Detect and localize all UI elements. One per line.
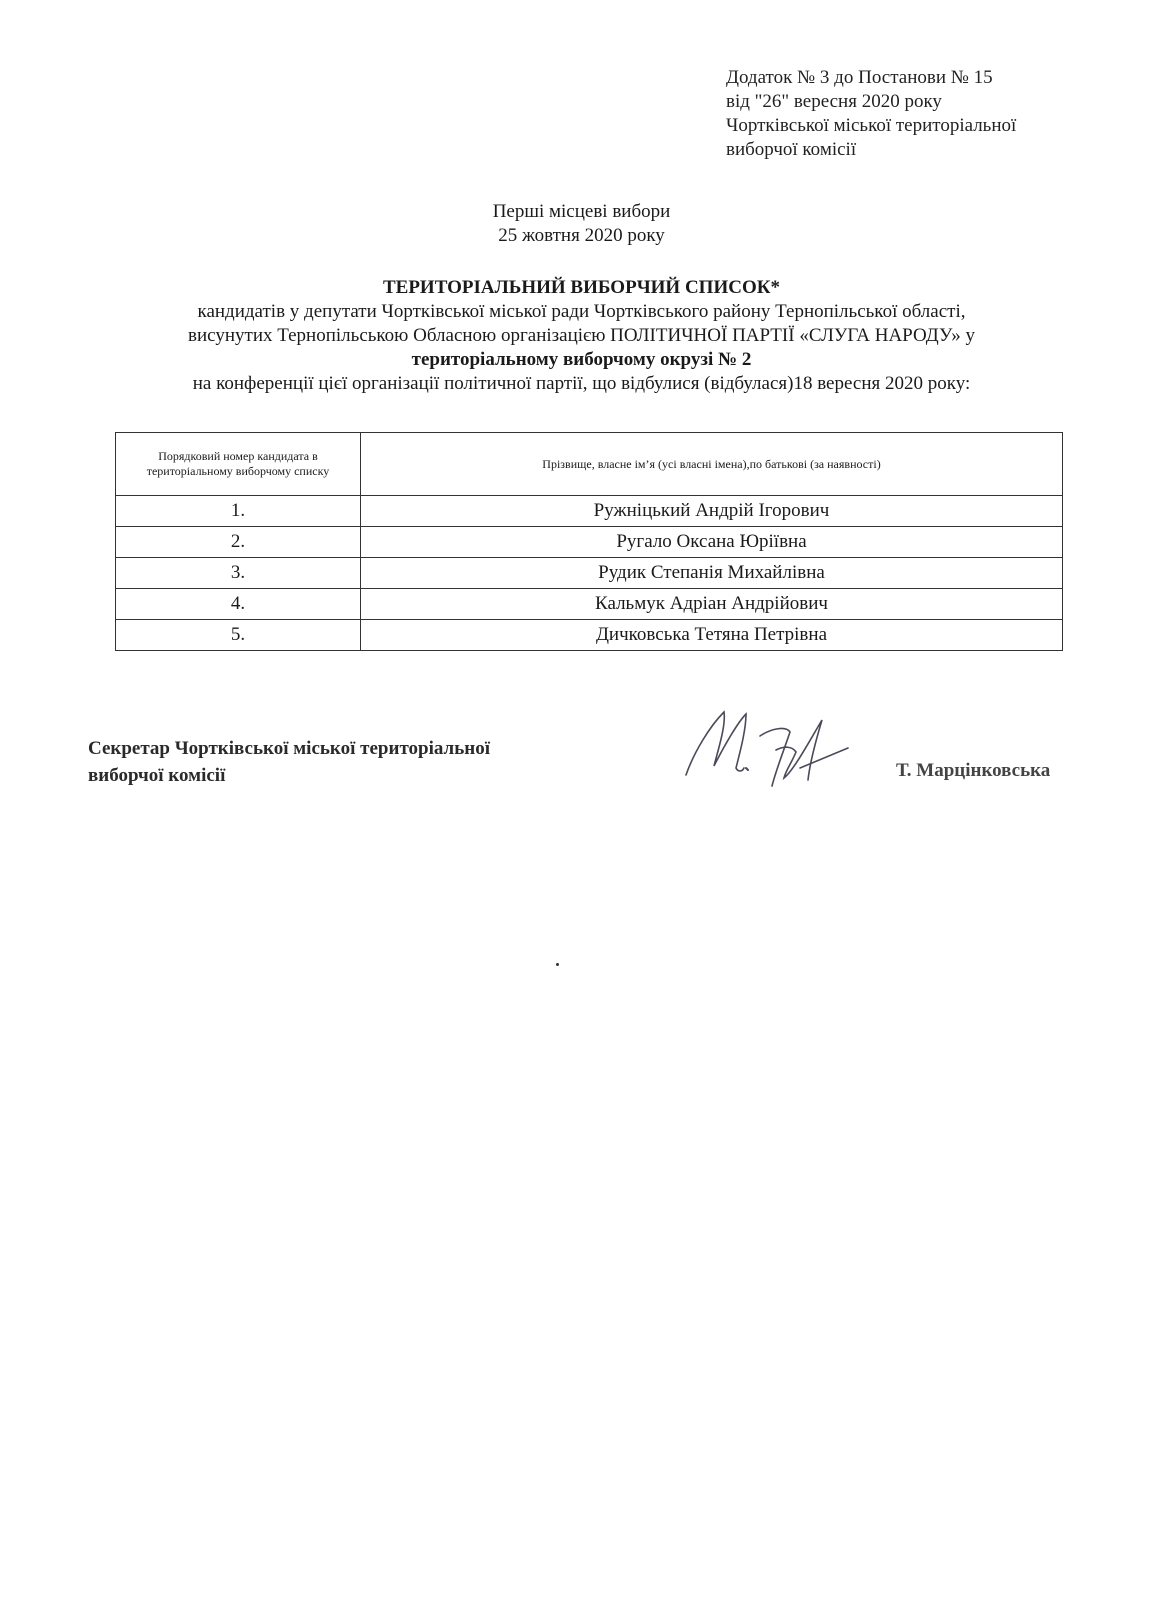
appendix-line: від "26" вересня 2020 року bbox=[726, 91, 942, 112]
column-header-name: Прізвище, власне ім’я (усі власні імена),по батькові (за наявності) bbox=[361, 433, 1063, 496]
column-header-number: Порядковий номер кандидата в територіальному виборчому списку bbox=[116, 433, 361, 496]
candidate-number: 4. bbox=[116, 589, 361, 620]
candidate-number: 1. bbox=[116, 496, 361, 527]
candidate-name: Ругало Оксана Юріївна bbox=[361, 527, 1063, 558]
document-heading bbox=[0, 276, 1163, 396]
appendix-line: Додаток № 3 до Постанови № 15 bbox=[726, 67, 993, 88]
table-row bbox=[116, 620, 1063, 651]
candidate-name: Кальмук Адріан Андрійович bbox=[361, 589, 1063, 620]
stray-mark bbox=[556, 963, 559, 966]
election-date: 25 жовтня 2020 року bbox=[498, 225, 665, 246]
candidates-table bbox=[115, 432, 1063, 651]
secretary-label-line: виборчої комісії bbox=[88, 765, 226, 786]
election-info bbox=[0, 200, 1163, 248]
table-header-row bbox=[116, 433, 1063, 496]
appendix-header bbox=[726, 66, 1016, 162]
district-line: територіальному виборчому окрузі № 2 bbox=[411, 349, 752, 370]
appendix-line: виборчої комісії bbox=[726, 139, 857, 160]
handwritten-signature bbox=[680, 690, 880, 800]
candidate-name: Рудик Степанія Михайлівна bbox=[361, 558, 1063, 589]
table-row bbox=[116, 558, 1063, 589]
candidate-name: Дичковська Тетяна Петрівна bbox=[361, 620, 1063, 651]
heading-line: кандидатів у депутати Чортківської міської ради Чортківського району Тернопільської області, bbox=[197, 301, 966, 322]
candidate-number: 5. bbox=[116, 620, 361, 651]
table-row bbox=[116, 496, 1063, 527]
table-row bbox=[116, 589, 1063, 620]
candidate-number: 3. bbox=[116, 558, 361, 589]
signer-name: Т. Марцінковська bbox=[896, 760, 1051, 781]
candidate-name: Ружніцький Андрій Ігорович bbox=[361, 496, 1063, 527]
heading-line: висунутих Тернопільською Обласною організацією ПОЛІТИЧНОЇ ПАРТІЇ «СЛУГА НАРОДУ» у bbox=[188, 325, 975, 346]
candidate-number: 2. bbox=[116, 527, 361, 558]
secretary-label bbox=[88, 735, 490, 789]
document-title: ТЕРИТОРІАЛЬНИЙ ВИБОРЧИЙ СПИСОК* bbox=[382, 277, 781, 298]
election-name: Перші місцеві вибори bbox=[492, 201, 671, 222]
table-row bbox=[116, 527, 1063, 558]
heading-line: на конференції цієї організації політичної партії, що відбулися (відбулася)18 вересня 2020 року: bbox=[192, 373, 971, 394]
secretary-label-line: Секретар Чортківської міської територіальної bbox=[88, 738, 490, 759]
appendix-line: Чортківської міської територіальної bbox=[726, 115, 1017, 136]
